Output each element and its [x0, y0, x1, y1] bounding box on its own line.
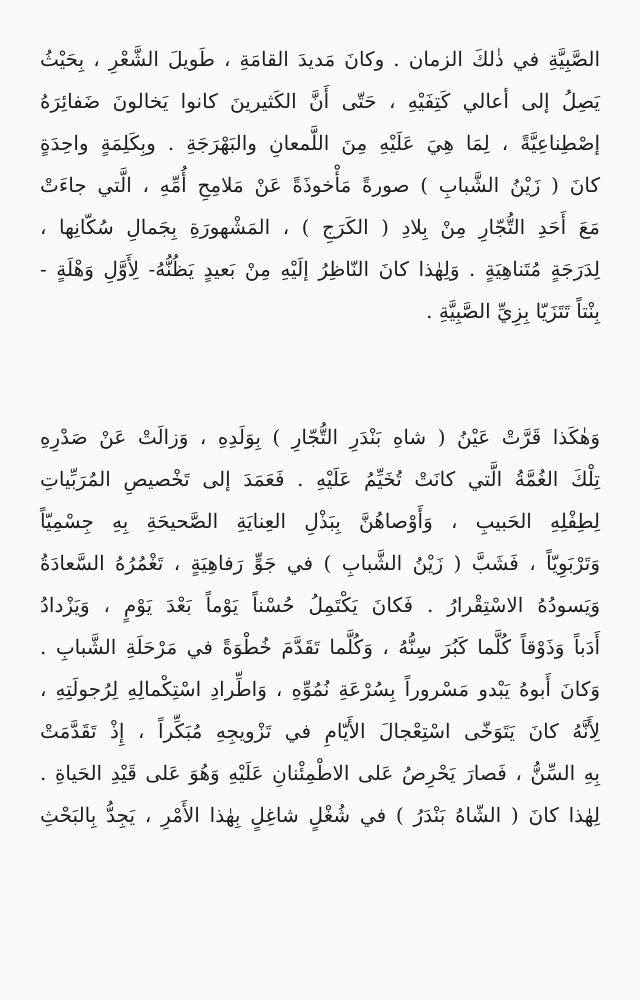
- text-line: وَكانَ أَبوهُ يَبْدو مَسْروراً بِسُرْعَةِ نُمُوِّهِ ، وَاطِّرادِ اسْتِكْمالِهِ لِرُجولَتِهِ ،: [40, 677, 600, 701]
- book-page: [40, 38, 600, 836]
- text-line: وَهٰكَذا قَرَّتْ عَيْنُ ( شاهِ بَنْدَرِ التُّجّارِ ) بِوَلَدِهِ ، وَزالَتْ عَنْ صَدْرِهِ: [40, 425, 600, 449]
- text-line: لِهٰذا كانَ ( الشّاهُ بَنْدَرُ ) في شُغْلٍ شاغِلٍ بِهٰذا الأَمْرِ ، يَجِدُّ بِالبَحْثِ: [40, 803, 600, 827]
- paragraph-2: [40, 416, 600, 836]
- text-line: بِهِ السِّنُّ ، فَصارَ يَحْرِصُ عَلى الاطْمِئْنانِ عَلَيْهِ وَهُوَ عَلى قَيْدِ الحَياةِ .: [40, 761, 600, 785]
- text-line: كانَ ( زَيْنُ الشَّبابِ ) صورةً مَأْخوذَةً عَنْ مَلامِحِ أُمِّهِ ، الَّتي جاءَتْ: [40, 173, 600, 197]
- text-line: مَعَ أَحَدِ التُّجّارِ مِنْ بِلادِ ( الكَرَجِ ) ، المَشْهورَةِ بِجَمالِ سُكّانِها ،: [40, 215, 600, 239]
- text-line: وَتَرْبَوِيّاً ، فَشَبَّ ( زَيْنُ الشَّبابِ ) في جَوٍّ رَفاهِيَةٍ ، تَغْمُرُهُ السَّعادَةُ: [40, 551, 600, 575]
- paragraph-1: [40, 38, 600, 332]
- text-line: بِنْتاً تَتَزَيّا بِزِيِّ الصَّبِيَّةِ .: [426, 299, 600, 323]
- text-line: أَدَباً وَذَوْقاً كُلَّما كَبُرَ سِنُّهُ ، وَكُلَّما تَقَدَّمَ خُطْوَةً في مَرْحَلَةِ الشَّبابِ .: [40, 635, 600, 659]
- text-line: لِدَرَجَةٍ مُتَناهِيَةٍ . وَلِهٰذا كانَ النّاظِرُ إلَيْهِ مِنْ بَعيدٍ يَظُنُّهُ- لِأَوَّلِ وَهْلَةٍ -: [40, 257, 600, 281]
- text-line: تِلْكَ الغُمَّةُ الَّتي كانَتْ تُخَيِّمُ عَلَيْهِ . فَعَمَدَ إلى تَخْصيصِ المُرَبِّياتِ: [40, 467, 600, 491]
- text-line: لِطِفْلِهِ الحَبيبِ ، وَأَوْصاهُنَّ بِبَذْلِ العِنايَةِ الصَّحيحَةِ بِهِ جِسْمِيّاً: [40, 509, 600, 533]
- text-line: الصَّبِيَّةِ في ذٰلكَ الزمان . وكانَ مَديدَ القامَةِ ، طَويلَ الشَّعْرِ ، بِحَيْثُ: [40, 47, 600, 71]
- text-line: وَيَسودُهُ الاسْتِقْرارُ . فَكانَ يَكْتَمِلُ حُسْناً يَوْماً بَعْدَ يَوْمٍ ، وَيَزْدادُ: [40, 593, 600, 617]
- text-line: إصْطِناعِيَّةً ، لِمَا هِيَ عَلَيْهِ مِنَ اللَّمعانِ والبَهْرَجَةِ . وبِكَلِمَةٍ واحِدَةٍ: [40, 131, 600, 155]
- paragraph-gap: [40, 332, 600, 416]
- text-line: يَصِلُ إلى أعالي كَتِفَيْهِ ، حَتّى أَنَّ الكَثيرينَ كانوا يَخالونَ ضَفائِرَهُ: [40, 89, 600, 113]
- text-line: لِأَنَّهُ كانَ يَتَوَخّى اسْتِعْجالَ الأَيّامِ في تَزْويجِهِ مُبَكِّراً ، إِذْ تَقَدَّمَتْ: [40, 719, 600, 743]
